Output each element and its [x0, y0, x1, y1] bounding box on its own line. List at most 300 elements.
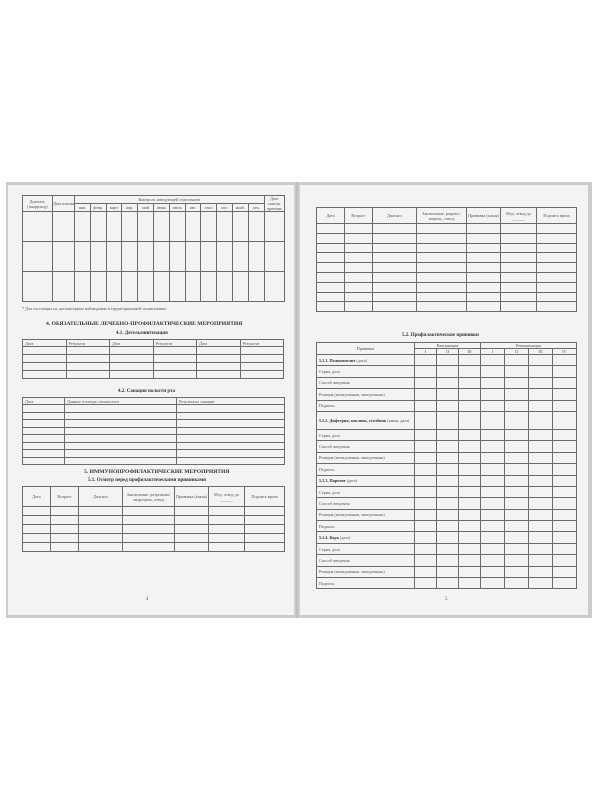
empty-cell [417, 253, 467, 263]
vaccination-row [317, 509, 577, 520]
empty-cell [437, 543, 459, 554]
t51-header: Подпись врача [245, 487, 285, 507]
oral-sanitation-table [22, 397, 285, 465]
empty-cell [505, 475, 529, 486]
empty-cell [459, 464, 481, 475]
empty-cell [201, 212, 217, 242]
empty-cell [505, 452, 529, 463]
t51-header: Мед. отвод до ______ [209, 487, 245, 507]
empty-cell [66, 347, 110, 355]
empty-cell [177, 450, 285, 458]
t41-header: Результат [240, 340, 284, 347]
empty-cell [437, 389, 459, 400]
empty-cell [415, 355, 437, 366]
empty-cell [553, 452, 577, 463]
sanitation-row [23, 420, 285, 428]
empty-cell [481, 366, 505, 377]
empty-cell [481, 355, 505, 366]
empty-cell [459, 452, 481, 463]
empty-cell [437, 377, 459, 388]
empty-cell [240, 371, 284, 379]
vaccine-name: 5.2.1. Полиомиелит [319, 357, 356, 363]
vaccination-row-label: Реакция (немедленная, замедленная) [317, 452, 415, 463]
empty-cell [110, 347, 154, 355]
vaccination-table [316, 342, 577, 589]
empty-cell [177, 420, 285, 428]
vaccination-row-label: Серия, доза [317, 429, 415, 440]
empty-cell [505, 543, 529, 554]
empty-cell [481, 441, 505, 452]
empty-cell [415, 411, 437, 429]
empty-cell [23, 405, 65, 413]
empty-cell [553, 464, 577, 475]
sanitation-row [23, 435, 285, 443]
empty-cell [481, 464, 505, 475]
vaccination-row [317, 578, 577, 589]
empty-cell [317, 263, 345, 273]
empty-cell [232, 272, 248, 302]
vaccination-row-label: Способ введения [317, 498, 415, 509]
month-header: апр. [122, 204, 138, 212]
empty-cell [415, 464, 437, 475]
vaccination-row-label [317, 475, 415, 486]
empty-cell [153, 355, 197, 363]
empty-cell [415, 475, 437, 486]
empty-cell [373, 224, 417, 234]
empty-cell [481, 555, 505, 566]
empty-cell [529, 486, 553, 497]
empty-cell [23, 272, 53, 302]
vaccination-row-label: Реакция (немедленная, замедленная) [317, 389, 415, 400]
empty-cell [345, 233, 373, 243]
vaccination-row-label: Реакция (немедленная, замедленная) [317, 509, 415, 520]
empty-cell [505, 498, 529, 509]
empty-cell [505, 411, 529, 429]
empty-cell [553, 441, 577, 452]
empty-cell [501, 302, 537, 312]
empty-cell [481, 486, 505, 497]
empty-cell [245, 516, 285, 525]
empty-cell [437, 475, 459, 486]
control-row [23, 212, 285, 242]
empty-cell [481, 543, 505, 554]
empty-cell [505, 555, 529, 566]
empty-cell [197, 363, 241, 371]
empty-cell [245, 543, 285, 552]
empty-cell [373, 263, 417, 273]
exam-row [23, 525, 285, 534]
t51-header: Возраст [51, 487, 79, 507]
empty-cell [65, 427, 177, 435]
vaccination-row-label: Подпись [317, 464, 415, 475]
empty-cell [53, 212, 75, 242]
empty-cell [23, 420, 65, 428]
vaccination-row [317, 532, 577, 543]
empty-cell [122, 242, 138, 272]
empty-cell [317, 253, 345, 263]
t51-header: Дата [23, 487, 51, 507]
empty-cell [537, 233, 577, 243]
rt-header: Диагноз [373, 208, 417, 224]
empty-cell [175, 534, 209, 543]
vaccine-name: 5.2.3. Паротит [319, 478, 346, 484]
month-header: дек. [248, 204, 264, 212]
empty-cell [437, 452, 459, 463]
empty-cell [437, 400, 459, 411]
vacc-header-revaccination: Ревакцинация [481, 343, 577, 349]
empty-cell [505, 355, 529, 366]
empty-cell [197, 371, 241, 379]
empty-cell [345, 302, 373, 312]
empty-cell [417, 272, 467, 282]
empty-cell [51, 507, 79, 516]
empty-cell [23, 363, 67, 371]
empty-cell [437, 429, 459, 440]
vaccine-name-suffix: (дата) [338, 535, 351, 541]
sanitation-row [23, 427, 285, 435]
empty-cell [209, 525, 245, 534]
empty-cell [417, 233, 467, 243]
empty-cell [415, 509, 437, 520]
empty-cell [481, 475, 505, 486]
empty-cell [417, 292, 467, 302]
empty-cell [201, 272, 217, 302]
empty-cell [553, 366, 577, 377]
month-header: янв. [75, 204, 91, 212]
empty-cell [505, 486, 529, 497]
empty-cell [481, 521, 505, 532]
empty-cell [505, 509, 529, 520]
empty-cell [459, 486, 481, 497]
exam-row [23, 543, 285, 552]
empty-cell [501, 272, 537, 282]
empty-cell [437, 486, 459, 497]
empty-cell [529, 441, 553, 452]
empty-cell [79, 534, 123, 543]
empty-cell [459, 377, 481, 388]
empty-cell [537, 292, 577, 302]
empty-cell [23, 371, 67, 379]
vaccination-row [317, 441, 577, 452]
empty-cell [317, 243, 345, 253]
empty-cell [459, 441, 481, 452]
empty-cell [23, 507, 51, 516]
empty-cell [415, 566, 437, 577]
empty-cell [415, 400, 437, 411]
month-header: авг. [185, 204, 201, 212]
empty-cell [90, 272, 106, 302]
empty-cell [240, 347, 284, 355]
vaccination-row [317, 498, 577, 509]
vaccination-row-label: Способ введения [317, 555, 415, 566]
empty-cell [501, 282, 537, 292]
empty-cell [23, 412, 65, 420]
empty-cell [459, 532, 481, 543]
empty-cell [501, 292, 537, 302]
exam-row [317, 253, 577, 263]
empty-cell [501, 253, 537, 263]
empty-cell [23, 450, 65, 458]
t51-header: Диагноз [79, 487, 123, 507]
empty-cell [201, 242, 217, 272]
empty-cell [505, 532, 529, 543]
empty-cell [106, 242, 122, 272]
empty-cell [90, 212, 106, 242]
empty-cell [553, 355, 577, 366]
vaccination-row [317, 389, 577, 400]
empty-cell [529, 400, 553, 411]
deworming-row [23, 371, 284, 379]
empty-cell [317, 282, 345, 292]
empty-cell [415, 543, 437, 554]
empty-cell [481, 429, 505, 440]
empty-cell [317, 224, 345, 234]
empty-cell [175, 525, 209, 534]
section-5-title: 5. ИММУНОПРОФИЛАКТИЧЕСКИЕ МЕРОПРИЯТИЯ [84, 469, 230, 475]
empty-cell [529, 555, 553, 566]
rt-header: Подпись врача [537, 208, 577, 224]
vacc-roman: I [415, 349, 437, 355]
empty-cell [415, 555, 437, 566]
empty-cell [53, 242, 75, 272]
rt-header: Заключение: разреш./запрещ., отвод [417, 208, 467, 224]
revacc-roman: III [529, 349, 553, 355]
empty-cell [437, 521, 459, 532]
empty-cell [529, 532, 553, 543]
exam-table-continued [316, 207, 577, 312]
empty-cell [529, 566, 553, 577]
deworming-row [23, 363, 284, 371]
empty-cell [467, 272, 501, 282]
header-control: Контроль заведующей отделением [75, 196, 265, 204]
empty-cell [345, 292, 373, 302]
empty-cell [467, 253, 501, 263]
empty-cell [75, 212, 91, 242]
revacc-roman: IV [553, 349, 577, 355]
empty-cell [537, 224, 577, 234]
vaccination-row [317, 400, 577, 411]
t41-header: Дата [23, 340, 67, 347]
empty-cell [185, 272, 201, 302]
empty-cell [177, 457, 285, 465]
empty-cell [317, 302, 345, 312]
month-header: нояб. [232, 204, 248, 212]
empty-cell [51, 525, 79, 534]
empty-cell [66, 355, 110, 363]
empty-cell [467, 243, 501, 253]
empty-cell [153, 363, 197, 371]
exam-row [23, 516, 285, 525]
t51-header: Заключение: разрешено/запрещено, отвод [123, 487, 175, 507]
revacc-roman: II [505, 349, 529, 355]
empty-cell [345, 282, 373, 292]
sanitation-row [23, 450, 285, 458]
t41-header: Результат [153, 340, 197, 347]
empty-cell [169, 212, 185, 242]
empty-cell [245, 534, 285, 543]
month-header: февр. [90, 204, 106, 212]
empty-cell [79, 543, 123, 552]
empty-cell [177, 442, 285, 450]
deworming-row [23, 347, 284, 355]
sanitation-row [23, 457, 285, 465]
empty-cell [467, 233, 501, 243]
vaccination-row [317, 464, 577, 475]
vaccination-row [317, 429, 577, 440]
t41-header: Дата [110, 340, 154, 347]
t41-header: Результат [66, 340, 110, 347]
vacc-roman: II [437, 349, 459, 355]
vaccination-row-label: Серия, доза [317, 543, 415, 554]
empty-cell [23, 543, 51, 552]
empty-cell [23, 347, 67, 355]
empty-cell [437, 509, 459, 520]
empty-cell [529, 509, 553, 520]
empty-cell [106, 212, 122, 242]
empty-cell [65, 405, 177, 413]
empty-cell [553, 377, 577, 388]
empty-cell [373, 292, 417, 302]
empty-cell [197, 347, 241, 355]
empty-cell [232, 212, 248, 242]
page-number-left: 4 [146, 597, 149, 602]
empty-cell [505, 400, 529, 411]
vaccination-row [317, 555, 577, 566]
empty-cell [417, 224, 467, 234]
vaccination-row-label: Реакция (немедленная, замедленная) [317, 566, 415, 577]
empty-cell [459, 521, 481, 532]
empty-cell [209, 534, 245, 543]
empty-cell [51, 543, 79, 552]
empty-cell [65, 420, 177, 428]
empty-cell [23, 534, 51, 543]
exam-row [317, 243, 577, 253]
empty-cell [185, 212, 201, 242]
month-header: май [138, 204, 154, 212]
empty-cell [537, 272, 577, 282]
empty-cell [23, 525, 51, 534]
empty-cell [415, 377, 437, 388]
empty-cell [529, 498, 553, 509]
exam-row [317, 282, 577, 292]
empty-cell [505, 377, 529, 388]
vaccine-name: 5.2.2. Дифтерия, коклюш, столбняк [319, 417, 387, 423]
right-page [300, 185, 588, 615]
empty-cell [437, 566, 459, 577]
empty-cell [65, 457, 177, 465]
empty-cell [467, 263, 501, 273]
vaccination-row-label: Способ введения [317, 441, 415, 452]
empty-cell [90, 242, 106, 272]
vaccination-row-label [317, 532, 415, 543]
exam-row [317, 292, 577, 302]
empty-cell [553, 498, 577, 509]
vaccine-name-suffix: (какая, дата) [386, 417, 410, 423]
header-date-taken: Дата взятия [53, 196, 75, 212]
empty-cell [248, 242, 264, 272]
header-diagnosis: Диагноз, (шифр/код) [23, 196, 53, 212]
vaccination-row [317, 475, 577, 486]
empty-cell [459, 543, 481, 554]
empty-cell [529, 578, 553, 589]
empty-cell [467, 292, 501, 302]
empty-cell [529, 389, 553, 400]
empty-cell [75, 242, 91, 272]
empty-cell [209, 516, 245, 525]
empty-cell [138, 212, 154, 242]
deworming-row [23, 355, 284, 363]
empty-cell [417, 243, 467, 253]
empty-cell [415, 486, 437, 497]
empty-cell [23, 435, 65, 443]
vaccination-row-label: Серия, доза [317, 366, 415, 377]
empty-cell [209, 543, 245, 552]
empty-cell [481, 411, 505, 429]
empty-cell [177, 435, 285, 443]
empty-cell [209, 507, 245, 516]
empty-cell [553, 566, 577, 577]
empty-cell [467, 282, 501, 292]
empty-cell [529, 452, 553, 463]
pre-vaccination-exam-table [22, 486, 285, 552]
empty-cell [459, 578, 481, 589]
empty-cell [153, 242, 169, 272]
empty-cell [23, 242, 53, 272]
empty-cell [459, 366, 481, 377]
empty-cell [537, 282, 577, 292]
empty-cell [23, 355, 67, 363]
empty-cell [345, 272, 373, 282]
empty-cell [553, 486, 577, 497]
empty-cell [553, 555, 577, 566]
empty-cell [459, 509, 481, 520]
vacc-roman: III [459, 349, 481, 355]
empty-cell [481, 509, 505, 520]
sanitation-row [23, 442, 285, 450]
exam-row [317, 272, 577, 282]
empty-cell [153, 347, 197, 355]
empty-cell [138, 272, 154, 302]
empty-cell [153, 212, 169, 242]
empty-cell [529, 475, 553, 486]
header-date-removed: Дата снятия, причина [264, 196, 284, 212]
empty-cell [232, 242, 248, 272]
empty-cell [123, 516, 175, 525]
empty-cell [467, 224, 501, 234]
vaccination-row-label: Серия, доза [317, 486, 415, 497]
empty-cell [122, 212, 138, 242]
empty-cell [415, 389, 437, 400]
empty-cell [23, 427, 65, 435]
empty-cell [481, 452, 505, 463]
empty-cell [415, 532, 437, 543]
empty-cell [417, 282, 467, 292]
empty-cell [123, 543, 175, 552]
vaccine-name: 5.2.4. Корь [319, 535, 339, 541]
empty-cell [153, 371, 197, 379]
empty-cell [459, 389, 481, 400]
empty-cell [553, 578, 577, 589]
month-header: сент. [201, 204, 217, 212]
empty-cell [317, 272, 345, 282]
empty-cell [415, 452, 437, 463]
empty-cell [317, 233, 345, 243]
t51-header: Прививка (какая) [175, 487, 209, 507]
empty-cell [529, 464, 553, 475]
month-header: июнь [153, 204, 169, 212]
empty-cell [505, 578, 529, 589]
empty-cell [459, 475, 481, 486]
